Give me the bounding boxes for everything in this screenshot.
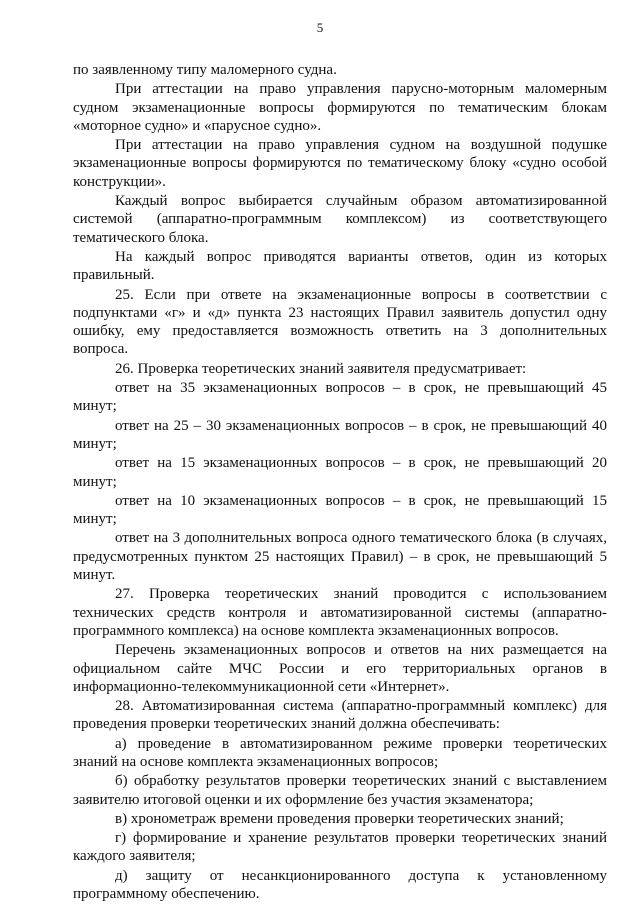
paragraph-15-questions: ответ на 15 экзаменационных вопросов – в срок, не превышающий 20 минут; (73, 455, 607, 490)
document-body (73, 61, 607, 904)
paragraph-motor-sail: При аттестации на право управления парусно-моторным маломерным судном экзаменационные вопросы формируются по тематическим блокам «моторное судно» и «парусное судно». (73, 81, 607, 134)
paragraph-answer-options: На каждый вопрос приводятся варианты ответов, один из которых правильный. (73, 248, 607, 284)
paragraph-10-questions: ответ на 10 экзаменационных вопросов – в срок, не превышающий 15 минут; (73, 492, 607, 528)
paragraph-item-25: 25. Если при ответе на экзаменационные вопросы в соответствии с подпунктами «г» и «д» пункта 23 настоящих Правил заявитель допустил одну ошибку, ему предоставляется возможность ответить на 3 дополнительных вопроса. (73, 286, 607, 358)
list-item-b: б) обработку результатов проверки теоретических знаний с выставлением заявителю итоговой оценки и их оформление без участия экзаменатора; (73, 773, 607, 808)
paragraph-hovercraft: При аттестации на право управления судном на воздушной подушке экзаменационные вопросы формируются по тематическому блоку «судно особой конструкции». (73, 137, 607, 190)
list-item-v: в) хронометраж времени проведения проверки теоретических знаний; (115, 810, 564, 827)
paragraph-3-additional-questions: ответ на 3 дополнительных вопроса одного тематического блока (в случаях, предусмотренных пунктом 25 настоящих Правил) – в срок, не превышающий 5 минут. (73, 530, 607, 584)
paragraph-random-question: Каждый вопрос выбирается случайным образом автоматизированной системой (аппаратно-программным комплексом) из соответствующего тематического блока. (73, 193, 607, 246)
list-item-a: а) проведение в автоматизированном режиме проверки теоретических знаний на основе комплекта экзаменационных вопросов; (73, 735, 607, 770)
paragraph-item-26: 26. Проверка теоретических знаний заявителя предусматривает: (115, 360, 527, 377)
list-item-d: д) защиту от несанкционированного доступа к установленному программному обеспечению. (73, 867, 607, 903)
page-number: 5 (316, 20, 324, 35)
paragraph-question-list: Перечень экзаменационных вопросов и ответов на них размещается на официальном сайте МЧС России и его территориальных органов в информационно-телекоммуникационной сети «Интернет». (73, 642, 607, 695)
list-item-g: г) формирование и хранение результатов проверки теоретических знаний каждого заявителя; (73, 830, 607, 865)
paragraph-25-30-questions: ответ на 25 – 30 экзаменационных вопросов – в срок, не превышающий 40 минут; (73, 417, 607, 452)
paragraph-35-questions: ответ на 35 экзаменационных вопросов – в срок, не превышающий 45 минут; (73, 380, 607, 415)
paragraph-item-28: 28. Автоматизированная система (аппаратно-программный комплекс) для проведения проверки теоретических знаний должна обеспечивать: (73, 698, 607, 733)
paragraph-item-27: 27. Проверка теоретических знаний проводится с использованием технических средств контроля и автоматизированной системы (аппаратно-программного комплекса) на основе комплекта экзаменационных вопросов. (73, 586, 607, 639)
paragraph-continuation: по заявленному типу маломерного судна. (73, 62, 337, 78)
